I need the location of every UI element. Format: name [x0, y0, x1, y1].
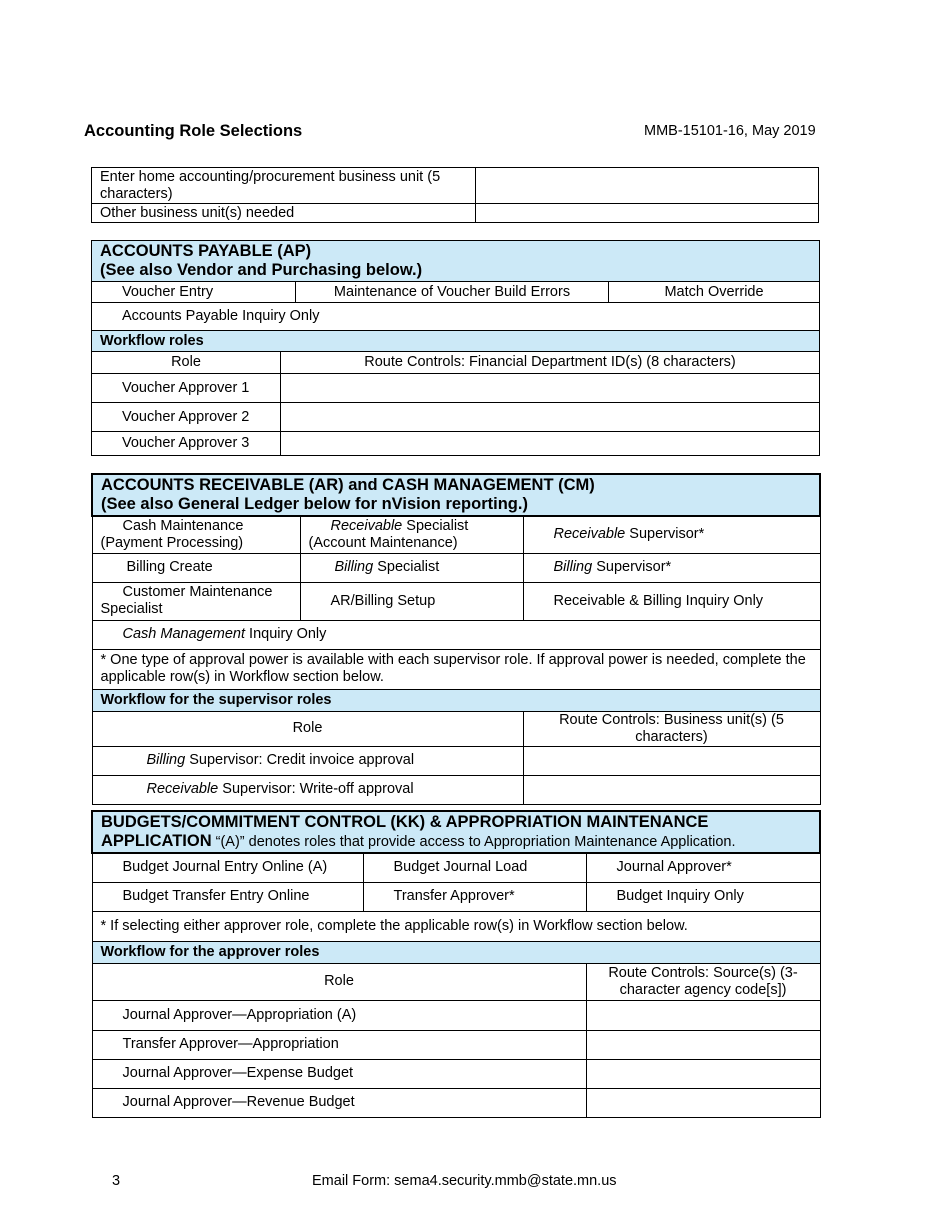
- ar-role-billing-specialist[interactable]: Billing Specialist: [300, 553, 523, 582]
- kk-workflow-route-input[interactable]: [586, 1088, 820, 1117]
- kk-workflow-role: Journal Approver—Revenue Budget: [92, 1088, 586, 1117]
- ar-role-cm-inquiry[interactable]: Cash Management Inquiry Only: [92, 620, 820, 649]
- ap-workflow-role: Voucher Approver 1: [92, 374, 281, 403]
- ap-title: ACCOUNTS PAYABLE (AP): [100, 242, 312, 260]
- kk-role-budget-journal-load[interactable]: Budget Journal Load: [363, 853, 586, 882]
- kk-workflow-route-input[interactable]: [586, 1059, 820, 1088]
- ar-workflow-route-input[interactable]: [523, 746, 820, 775]
- ar-subtitle: (See also General Ledger below for nVision reporting.): [101, 495, 528, 513]
- kk-role-budget-journal-entry[interactable]: Budget Journal Entry Online (A): [92, 853, 363, 882]
- business-unit-table: [91, 167, 819, 223]
- kk-title-line2: APPLICATION: [101, 831, 212, 850]
- ar-col-route: Route Controls: Business unit(s) (5 characters): [523, 711, 820, 746]
- ar-section: [91, 473, 821, 805]
- footer-email: Email Form: sema4.security.mmb@state.mn.us: [312, 1173, 617, 1189]
- ap-workflow-route-input[interactable]: [281, 432, 820, 456]
- page-title: Accounting Role Selections: [84, 122, 303, 140]
- ap-workflow-route-input[interactable]: [281, 374, 820, 403]
- ap-role-voucher-build-errors[interactable]: Maintenance of Voucher Build Errors: [296, 282, 609, 303]
- other-business-unit-input[interactable]: [476, 204, 819, 223]
- ap-role-match-override[interactable]: Match Override: [609, 282, 820, 303]
- kk-workflow-route-input[interactable]: [586, 1000, 820, 1030]
- kk-title: BUDGETS/COMMITMENT CONTROL (KK) & APPROPRIATION MAINTENANCE: [101, 812, 709, 831]
- ar-role-inquiry[interactable]: Receivable & Billing Inquiry Only: [523, 582, 820, 620]
- ar-workflow-title: Workflow for the supervisor roles: [92, 689, 820, 711]
- kk-role-journal-approver[interactable]: Journal Approver*: [586, 853, 820, 882]
- kk-title-note: “(A)” denotes roles that provide access to Appropriation Maintenance Application.: [211, 833, 736, 850]
- ap-workflow-role: Voucher Approver 2: [92, 403, 281, 432]
- kk-note: * If selecting either approver role, complete the applicable row(s) in Workflow section below.: [92, 911, 820, 941]
- other-business-unit-label: Other business unit(s) needed: [92, 204, 476, 223]
- kk-workflow-role: Transfer Approver—Appropriation: [92, 1030, 586, 1059]
- ar-header: [92, 474, 820, 516]
- ar-col-role: Role: [92, 711, 523, 746]
- ap-role-voucher-entry[interactable]: Voucher Entry: [92, 282, 296, 303]
- ap-workflow-route-input[interactable]: [281, 403, 820, 432]
- kk-role-budget-transfer-entry[interactable]: Budget Transfer Entry Online: [92, 882, 363, 911]
- ar-workflow-route-input[interactable]: [523, 775, 820, 804]
- ar-role-billing-setup[interactable]: AR/Billing Setup: [300, 582, 523, 620]
- kk-workflow-role: Journal Approver—Appropriation (A): [92, 1000, 586, 1030]
- ar-role-receivable-specialist[interactable]: Receivable Specialist (Account Maintenance): [300, 516, 523, 553]
- home-business-unit-input[interactable]: [476, 168, 819, 204]
- home-business-unit-label: Enter home accounting/procurement business unit (5 characters): [92, 168, 476, 204]
- page-number: 3: [112, 1173, 121, 1189]
- ar-title: ACCOUNTS RECEIVABLE (AR) and CASH MANAGEMENT (CM): [101, 476, 595, 494]
- kk-col-route: Route Controls: Source(s) (3-character agency code[s]): [586, 963, 820, 1000]
- ap-workflow-title: Workflow roles: [92, 331, 820, 352]
- ap-role-inquiry[interactable]: Accounts Payable Inquiry Only: [92, 303, 820, 331]
- ap-col-role: Role: [92, 352, 281, 374]
- kk-header: [92, 811, 820, 853]
- ap-subtitle: (See also Vendor and Purchasing below.): [100, 261, 423, 279]
- kk-col-role: Role: [92, 963, 586, 1000]
- ar-workflow-role-receivable: Receivable Supervisor: Write-off approval: [92, 775, 523, 804]
- ar-role-customer-maintenance[interactable]: Customer Maintenance Specialist: [92, 582, 300, 620]
- ap-col-route: Route Controls: Financial Department ID(s) (8 characters): [281, 352, 820, 374]
- ap-workflow-role: Voucher Approver 3: [92, 432, 281, 456]
- kk-section: [91, 810, 821, 1118]
- kk-workflow-route-input[interactable]: [586, 1030, 820, 1059]
- form-id: MMB-15101-16, May 2019: [644, 123, 816, 139]
- ar-role-billing-create[interactable]: Billing Create: [92, 553, 300, 582]
- ar-workflow-role-billing: Billing Supervisor: Credit invoice approval: [92, 746, 523, 775]
- ar-role-billing-supervisor[interactable]: Billing Supervisor*: [523, 553, 820, 582]
- kk-role-budget-inquiry[interactable]: Budget Inquiry Only: [586, 882, 820, 911]
- ap-section: [91, 240, 820, 456]
- kk-workflow-title: Workflow for the approver roles: [92, 941, 820, 963]
- ar-note: * One type of approval power is available with each supervisor role. If approval power is needed, complete the applicable row(s) in Workflow section below.: [92, 649, 820, 689]
- ar-role-cash-maintenance[interactable]: Cash Maintenance (Payment Processing): [92, 516, 300, 553]
- ar-role-receivable-supervisor[interactable]: Receivable Supervisor*: [523, 516, 820, 553]
- kk-workflow-role: Journal Approver—Expense Budget: [92, 1059, 586, 1088]
- kk-role-transfer-approver[interactable]: Transfer Approver*: [363, 882, 586, 911]
- ap-header: [92, 241, 820, 282]
